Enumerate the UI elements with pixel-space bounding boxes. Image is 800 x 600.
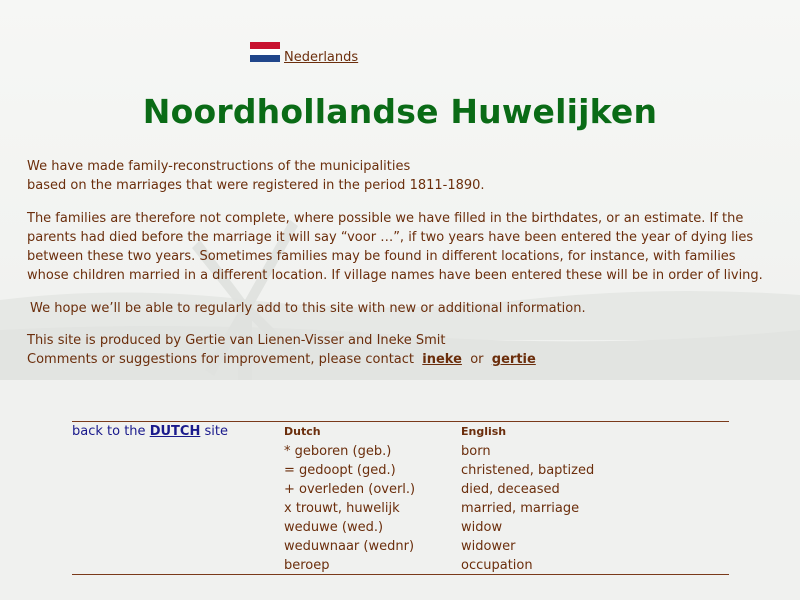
- intro-paragraph: [27, 157, 772, 195]
- glossary-dutch-term: weduwe (wed.): [284, 520, 384, 535]
- divider-top: [72, 421, 729, 422]
- credits-or: or: [470, 352, 484, 367]
- glossary-english-term: died, deceased: [461, 482, 560, 497]
- glossary-english-term: occupation: [461, 558, 533, 573]
- back-suffix: site: [204, 424, 228, 439]
- glossary-dutch-term: beroep: [284, 558, 330, 573]
- credits-line-1: This site is produced by Gertie van Lienen-Visser and Ineke Smit: [27, 333, 446, 348]
- glossary-dutch-term: * geboren (geb.): [284, 444, 392, 459]
- dutch-site-link[interactable]: DUTCH: [149, 424, 201, 439]
- glossary-english-term: married, marriage: [461, 501, 580, 516]
- credits-line-2-prefix: Comments or suggestions for improvement, please contact: [27, 352, 415, 367]
- page-title: Noordhollandse Huwelijken: [142, 92, 658, 131]
- credits-paragraph: [27, 331, 772, 369]
- language-switch[interactable]: [250, 42, 358, 65]
- families-paragraph: The families are therefore not complete, where possible we have filled in the birthdates, or an estimate. If the parents had died before the marriage it will say “voor …”, if two years have been entered the year of dying lies between these two years. Sometimes families may be found in different locations, for instance, with families whose children married in a different location. If village names have been entered these will be in order of living.: [27, 211, 763, 283]
- english-header: English: [461, 425, 507, 438]
- glossary-english-column: [461, 424, 594, 575]
- intro-line-1: We have made family-reconstructions of the municipalities: [27, 159, 411, 174]
- glossary-dutch-term: + overleden (overl.): [284, 482, 416, 497]
- contact-link-gertie[interactable]: gertie: [491, 352, 536, 367]
- updates-paragraph: We hope we’ll be able to regularly add to this site with new or additional information.: [30, 301, 586, 316]
- dutch-header: Dutch: [284, 425, 321, 438]
- glossary-dutch-term: = gedoopt (ged.): [284, 463, 396, 478]
- glossary-english-term: widower: [461, 539, 516, 554]
- glossary-dutch-term: x trouwt, huwelijk: [284, 501, 400, 516]
- glossary-english-term: born: [461, 444, 491, 459]
- glossary-english-term: widow: [461, 520, 503, 535]
- contact-link-ineke[interactable]: ineke: [422, 352, 462, 367]
- language-link-nederlands[interactable]: Nederlands: [284, 50, 359, 65]
- netherlands-flag-icon[interactable]: [250, 42, 280, 62]
- glossary-dutch-column: [284, 424, 415, 575]
- glossary-dutch-term: weduwnaar (wednr): [284, 539, 415, 554]
- back-prefix: back to the: [72, 424, 146, 439]
- back-to-dutch: [72, 424, 228, 439]
- divider-bottom: [72, 574, 729, 575]
- intro-line-2: based on the marriages that were registered in the period 1811-1890.: [27, 178, 485, 193]
- glossary-english-term: christened, baptized: [461, 463, 595, 478]
